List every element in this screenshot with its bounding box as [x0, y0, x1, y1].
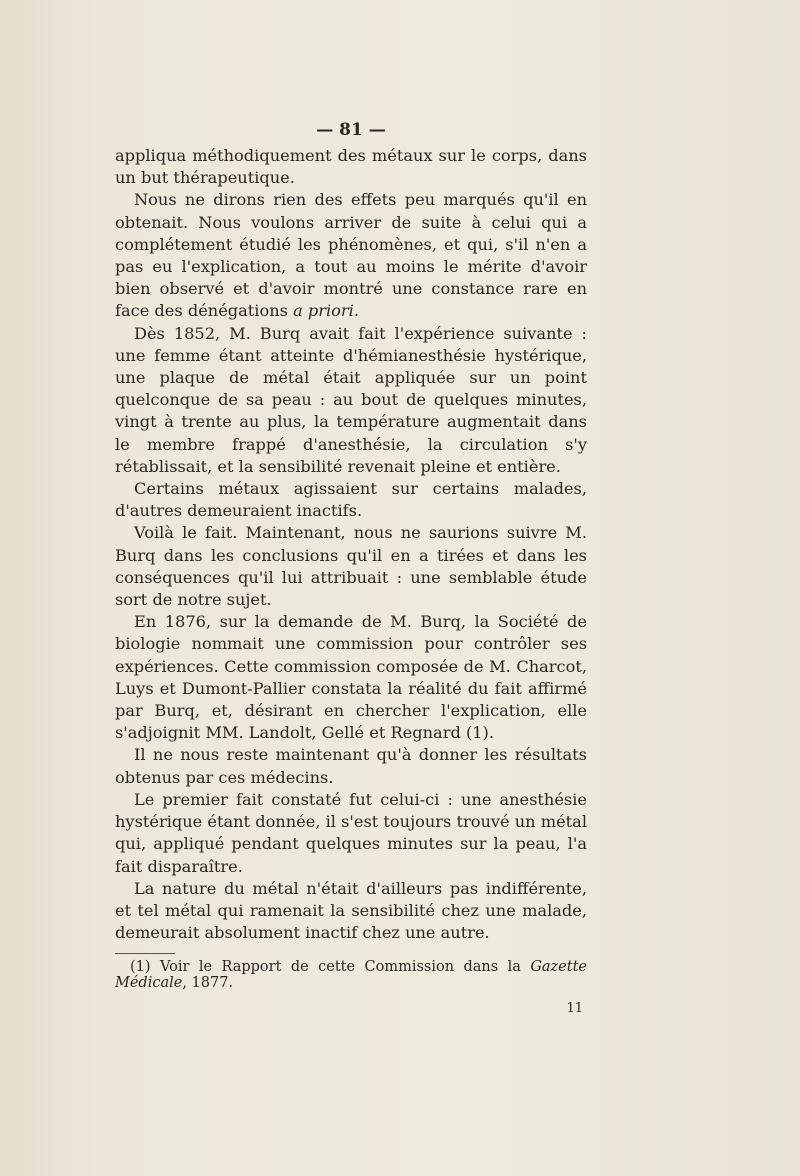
page-text-block [115, 117, 587, 1016]
paragraph: appliqua méthodiquement des métaux sur le corps, dans un but thérapeutique. [115, 146, 587, 188]
footnote-rule [115, 953, 175, 954]
paragraph: En 1876, sur la demande de M. Burq, la Société de biologie nommait une commission pour contrôler ses expériences. Cette commission composée de M. Charcot, Luys et Dumont-Pallier constata la réalité du fait affirmé par Burq, et, désirant en chercher l'explication, elle s'adjoignit MM. Landolt, Gellé et Regnard (1). [115, 612, 587, 743]
footnote [115, 959, 587, 991]
footnote-year: , 1877. [182, 975, 234, 992]
footnote-text: (1) Voir le Rapport de cette Commission dans la [130, 959, 531, 976]
paragraph: Certains métaux agissaient sur certains malades, d'autres demeuraient inactifs. [115, 479, 587, 521]
paragraph [115, 189, 587, 322]
italic-a-priori: a priori. [293, 301, 359, 321]
paragraph-text: Nous ne dirons rien des effets peu marqués qu'il en obtenait. Nous voulons arriver de suite à celui qui a complétement étudié les phénomènes, et qui, s'il n'en a pas eu l'explication, a tout au moins le mérite d'avoir bien observé et d'avoir montré une constance rare en face des dénégations [115, 190, 587, 321]
footnote-journal: Gazette Médicale [115, 959, 587, 992]
paragraph: Il ne nous reste maintenant qu'à donner les résultats obtenus par ces médecins. [115, 745, 587, 787]
page-number: — 81 — [316, 120, 386, 140]
paragraph: Dès 1852, M. Burq avait fait l'expérience suivante : une femme étant atteinte d'hémianesthésie hystérique, une plaque de métal était appliquée sur un point quelconque de sa peau : au bout de quelques minutes, vingt à trente au plus, la température augmentait dans le membre frappé d'anesthésie, la circulation s'y rétablissait, et la sensibilité revenait pleine et entière. [115, 323, 587, 476]
paragraph: La nature du métal n'était d'ailleurs pas indifférente, et tel métal qui ramenait la sensibilité chez une malade, demeurait absolument inactif chez une autre. [115, 878, 587, 943]
paragraph: Le premier fait constaté fut celui-ci : une anesthésie hystérique étant donnée, il s'est toujours trouvé un métal qui, appliqué pendant quelques minutes sur la peau, l'a fait disparaître. [115, 789, 588, 876]
paragraph: Voilà le fait. Maintenant, nous ne saurions suivre M. Burq dans les conclusions qu'il en a tirées et dans les conséquences qu'il lui attribuait : une semblable étude sort de notre sujet. [115, 523, 587, 610]
signature-mark: 11 [566, 1001, 583, 1017]
page-body [115, 145, 587, 944]
